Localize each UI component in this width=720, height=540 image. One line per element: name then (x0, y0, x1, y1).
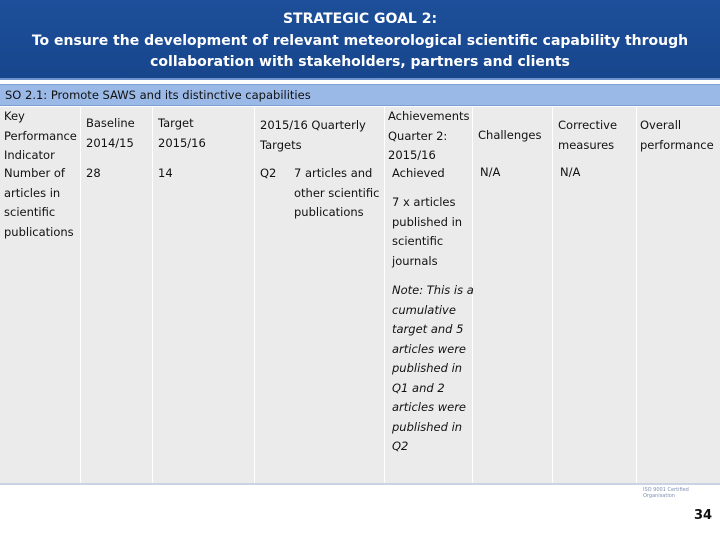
row-note-line: articles were (392, 341, 467, 356)
header-quarterly-line: Targets (260, 137, 302, 152)
header-kpi (4, 107, 77, 166)
iso-certification-mark: ISO 9001 Certified Organisation (643, 487, 689, 499)
column-divider (384, 107, 385, 483)
header-achievements-line: Quarter 2: (388, 128, 448, 143)
row-quarterly-target (294, 164, 379, 223)
row-note-line: Note: This is a (392, 283, 474, 297)
slide-header (0, 0, 720, 80)
row-challenges: N/A (480, 165, 501, 179)
header-achievements (388, 107, 470, 166)
header-target (158, 114, 206, 153)
row-note-line: published in (392, 361, 463, 375)
row-kpi-line: articles in (4, 185, 61, 200)
header-overall-line: Overall (640, 118, 682, 132)
row-quarterly-target-line: other scientific (294, 185, 380, 200)
header-target-line: Target (158, 116, 194, 130)
header-quarterly-line: 2015/16 Quarterly (260, 118, 366, 132)
row-note-line: target and 5 (392, 322, 464, 336)
strategic-objective-label: SO 2.1: Promote SAWS and its distinctive capabilities (5, 88, 311, 102)
header-corrective-measures (558, 116, 617, 155)
page-number: 34 (694, 508, 713, 523)
slide-title: STRATEGIC GOAL 2: (282, 11, 438, 27)
row-achieved-label: Achieved (392, 166, 445, 180)
header-overall-line: performance (640, 137, 714, 152)
row-achievement-line: published in (392, 214, 463, 229)
row-achievement-line: journals (392, 253, 438, 268)
row-target: 14 (158, 166, 173, 180)
column-divider (254, 107, 255, 483)
header-baseline-line: 2014/15 (86, 135, 134, 150)
column-divider (80, 107, 81, 483)
header-corrective-line: measures (558, 137, 615, 152)
row-baseline: 28 (86, 166, 101, 180)
header-quarterly-targets (260, 116, 366, 155)
row-note-line: cumulative (392, 302, 456, 317)
header-overall-performance (640, 116, 714, 155)
slide-subtitle-line-1: To ensure the development of relevant meteorological scientific capability through (31, 33, 689, 49)
row-achievement (392, 193, 462, 271)
header-achievements-line: Achievements (388, 109, 470, 123)
row-achievement-line: 7 x articles (392, 195, 456, 209)
row-kpi-line: scientific (4, 205, 56, 219)
row-quarterly-target-line: 7 articles and (294, 166, 373, 180)
row-kpi-line: Number of (4, 166, 65, 180)
table-bottom-rule (0, 483, 720, 485)
row-note (392, 281, 474, 457)
header-achievements-line: 2015/16 (388, 148, 436, 162)
column-divider (152, 107, 153, 483)
header-baseline-line: Baseline (86, 116, 135, 130)
slide-subtitle-line-2: collaboration with stakeholders, partners and clients (150, 54, 570, 70)
column-divider (636, 107, 637, 483)
row-quarter: Q2 (260, 166, 277, 180)
row-kpi (4, 164, 74, 242)
header-corrective-line: Corrective (558, 118, 618, 132)
row-note-line: published in (392, 419, 463, 434)
row-quarterly-target-line: publications (294, 205, 364, 219)
header-kpi-line: Indicator (4, 148, 55, 162)
header-target-line: 2015/16 (158, 135, 206, 150)
header-challenges: Challenges (478, 128, 542, 142)
header-kpi-line: Performance (4, 128, 77, 143)
header-kpi-line: Key (4, 109, 25, 123)
column-divider (552, 107, 553, 483)
row-achievement-line: scientific (392, 234, 444, 248)
row-note-line: articles were (392, 400, 467, 414)
row-note-line: Q2 (392, 439, 409, 453)
row-note-line: Q1 and 2 (392, 380, 445, 395)
header-baseline (86, 114, 135, 153)
row-kpi-line: publications (4, 224, 74, 239)
strategic-objective-row (0, 84, 720, 106)
row-corrective: N/A (560, 165, 581, 179)
